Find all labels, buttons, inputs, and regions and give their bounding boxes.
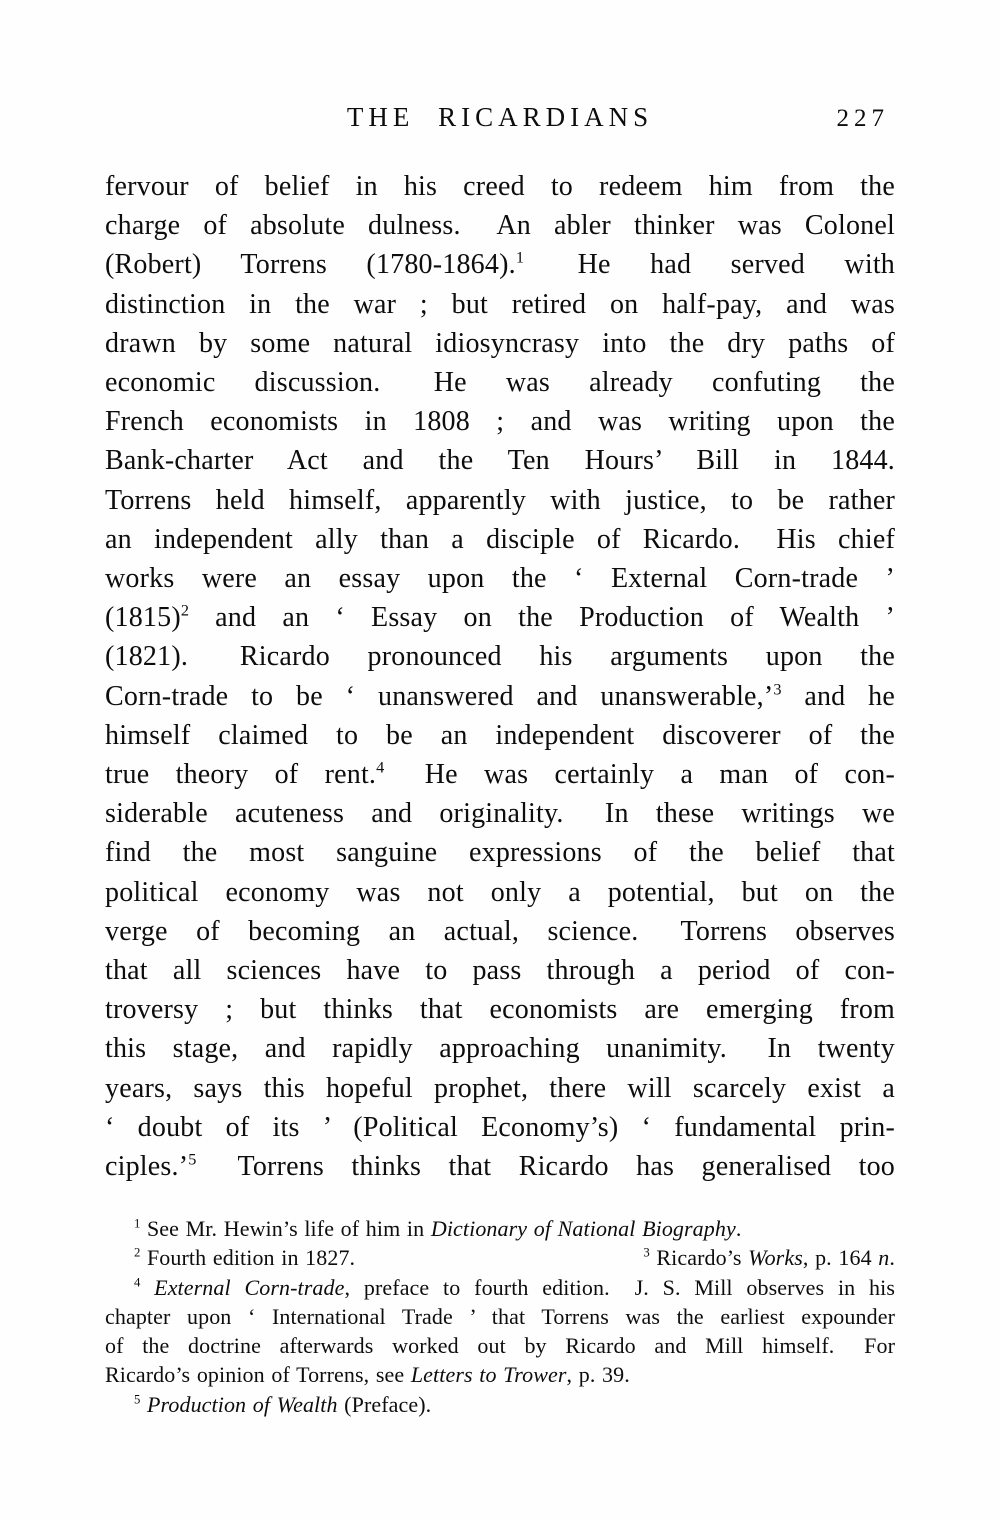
text-line — [105, 1390, 895, 1419]
text-segment: himself claimed to be an independent discoverer of the — [105, 719, 895, 751]
text-segment: . — [735, 1216, 742, 1241]
text-segment: (Preface). — [337, 1391, 432, 1417]
text-segment: of the doctrine afterwards worked out by Ricardo and Mill himself. For — [105, 1333, 895, 1359]
text-line — [105, 873, 895, 912]
footnote-marker: 1 — [134, 1216, 141, 1231]
text-line — [105, 990, 895, 1029]
text-segment: (1815) — [105, 602, 181, 634]
text-line — [105, 1302, 895, 1331]
text-line — [105, 167, 895, 206]
text-segment: Fourth edition in 1827. — [140, 1245, 356, 1271]
text-line — [105, 951, 895, 990]
page-number: 227 — [836, 105, 889, 132]
footnote-marker: 1 — [515, 249, 524, 268]
footnote-marker: 4 — [376, 758, 385, 777]
text-line — [105, 206, 895, 245]
text-segment: true theory of rent. — [105, 759, 377, 791]
running-title: THE RICARDIANS — [346, 102, 654, 132]
italic-text: Works — [748, 1245, 803, 1271]
text-segment: ciples.’ — [105, 1151, 189, 1183]
page-header — [105, 102, 895, 138]
footnote-marker: 2 — [180, 601, 189, 620]
body-text — [105, 167, 895, 1186]
text-segment: Ricardo’s opinion of Torrens, see — [105, 1362, 411, 1388]
text-segment: French economists in 1808 ; and was writing upon the — [105, 406, 895, 438]
text-segment — [140, 1392, 147, 1417]
text-segment: (1821). Ricardo pronounced his arguments upon the — [105, 641, 895, 673]
text-segment: , p. 164 — [802, 1245, 879, 1271]
text-segment: Corn-trade to be ‘ unanswered and unanswerable,’ — [105, 680, 774, 712]
text-segment: verge of becoming an actual, science. Torrens observes — [105, 915, 895, 947]
italic-text: Letters to Trower — [410, 1362, 567, 1388]
text-line — [105, 833, 895, 872]
text-segment: this stage, and rapidly approaching unanimity. In twenty — [105, 1033, 895, 1065]
text-line — [105, 520, 895, 559]
footnote-marker: 4 — [134, 1275, 141, 1290]
text-segment: and he — [781, 680, 895, 712]
text-line — [105, 1360, 895, 1389]
text-segment: find the most sanguine expressions of the belief that — [105, 837, 895, 869]
text-segment: Ricardo’s — [649, 1245, 749, 1271]
italic-text: External Corn-trade — [154, 1274, 345, 1300]
footnote-left-part — [134, 1243, 355, 1272]
text-segment: an independent ally than a disciple of Ricardo. His chief — [105, 523, 895, 555]
text-segment: , p. 39. — [566, 1362, 630, 1388]
text-line — [105, 677, 895, 716]
text-segment: Bank-charter Act and the Ten Hours’ Bill in 1844. — [105, 445, 895, 477]
text-line — [105, 285, 895, 324]
footnote-marker: 5 — [134, 1392, 141, 1407]
text-line — [105, 1331, 895, 1360]
text-line — [105, 559, 895, 598]
text-segment: Torrens held himself, apparently with justice, to be rather — [105, 484, 895, 516]
text-line — [105, 481, 895, 520]
text-line — [105, 1273, 895, 1302]
text-segment: He was certainly a man of con- — [384, 759, 896, 791]
italic-text: n — [878, 1245, 890, 1271]
text-line — [105, 637, 895, 676]
text-segment: and an ‘ Essay on the Production of Wealth ’ — [188, 602, 895, 634]
text-segment: See Mr. Hewin’s life of him in — [140, 1216, 431, 1241]
text-segment: chapter upon ‘ International Trade ’ that Torrens was the earliest expounder — [105, 1303, 895, 1329]
footnote-marker: 2 — [134, 1245, 141, 1260]
text-segment: troversy ; but thinks that economists are emerging from — [105, 994, 895, 1026]
text-segment: drawn by some natural idiosyncrasy into the dry paths of — [105, 327, 895, 359]
footnote-marker: 3 — [773, 680, 782, 699]
text-segment: . — [889, 1245, 895, 1271]
footnote-right-part — [643, 1243, 895, 1272]
text-line — [105, 363, 895, 402]
text-line — [105, 441, 895, 480]
text-segment: charge of absolute dulness. An abler thinker was Colonel — [105, 210, 895, 242]
text-line — [105, 245, 895, 284]
text-segment — [140, 1275, 154, 1300]
text-line — [105, 794, 895, 833]
footnote-marker: 3 — [643, 1245, 650, 1260]
text-segment: works were an essay upon the ‘ External Corn-trade ’ — [105, 563, 895, 595]
text-line — [105, 1029, 895, 1068]
text-segment: (Robert) Torrens (1780-1864). — [105, 249, 516, 281]
text-segment: , preface to fourth edition. J. S. Mill observes in his — [344, 1274, 896, 1300]
text-segment: that all sciences have to pass through a period of con- — [105, 955, 895, 987]
text-segment: distinction in the war ; but retired on half-pay, and was — [105, 288, 895, 320]
text-line — [105, 912, 895, 951]
text-segment: Torrens thinks that Ricardo has generalised too — [196, 1151, 895, 1183]
text-line — [105, 716, 895, 755]
italic-text: Dictionary of National Biography — [430, 1216, 736, 1241]
text-line — [105, 1069, 895, 1108]
text-segment: economic discussion. He was already confuting the — [105, 367, 895, 399]
text-segment: siderable acuteness and originality. In these writings we — [105, 798, 895, 830]
text-segment: fervour of belief in his creed to redeem him from the — [105, 171, 895, 202]
text-line — [105, 755, 895, 794]
text-line — [105, 324, 895, 363]
footnote-marker: 5 — [188, 1150, 197, 1169]
text-segment: ‘ doubt of its ’ (Political Economy’s) ‘ fundamental prin- — [105, 1111, 895, 1143]
text-line — [105, 1214, 895, 1243]
text-segment: years, says this hopeful prophet, there will scarcely exist a — [105, 1072, 895, 1104]
text-line — [105, 1243, 895, 1272]
italic-text: Production of Wealth — [146, 1391, 338, 1417]
text-line — [105, 598, 895, 637]
text-line — [105, 1147, 895, 1186]
footnotes — [105, 1214, 895, 1419]
text-segment: He had served with — [523, 249, 895, 281]
text-line — [105, 402, 895, 441]
text-segment: political economy was not only a potential, but on the — [105, 876, 895, 908]
text-line — [105, 1108, 895, 1147]
